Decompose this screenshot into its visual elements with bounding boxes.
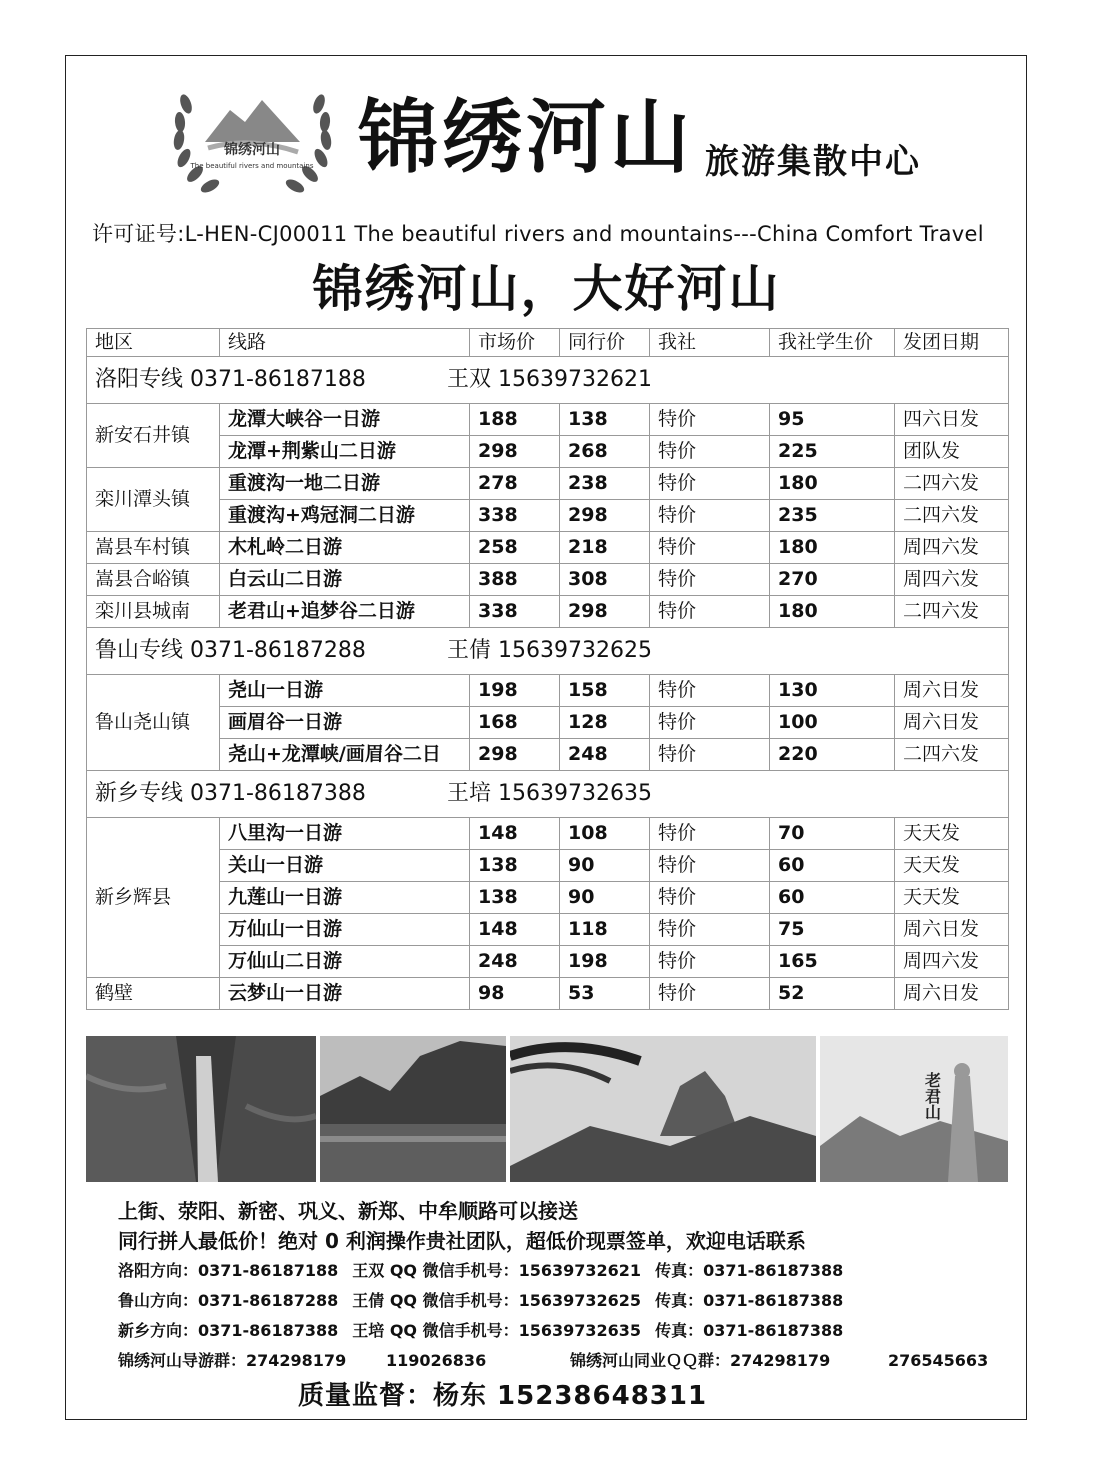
line-header — [87, 628, 1009, 675]
table-row — [87, 739, 1009, 771]
student-price-cell: 60 — [770, 882, 895, 914]
svg-text:老君山: 老君山 — [922, 1072, 942, 1120]
our-price-cell: 特价 — [650, 946, 770, 978]
line-header — [87, 357, 1009, 404]
departure-dates-cell: 周六日发 — [895, 978, 1009, 1010]
market-price-cell: 138 — [470, 850, 560, 882]
peer-group-2: 276545663 — [888, 1351, 989, 1370]
market-price-cell: 278 — [470, 468, 560, 500]
region-cell: 栾川县城南 — [87, 596, 220, 628]
route-cell: 尧山+龙潭峡/画眉谷二日 — [220, 739, 470, 771]
table-row — [87, 675, 1009, 707]
departure-dates-cell: 二四六发 — [895, 468, 1009, 500]
table-row — [87, 564, 1009, 596]
table-header — [87, 329, 1009, 357]
peer-price-cell: 298 — [560, 500, 650, 532]
direction-person: 王培 QQ 微信手机号：15639732635 — [352, 1321, 642, 1340]
table-row — [87, 596, 1009, 628]
peer-price-cell: 298 — [560, 596, 650, 628]
table-row — [87, 500, 1009, 532]
mountain-photo — [510, 1036, 816, 1182]
line-contact: 王培 15639732635 — [447, 781, 652, 806]
route-cell: 万仙山一日游 — [220, 914, 470, 946]
column-header: 线路 — [220, 329, 470, 357]
table-row — [87, 436, 1009, 468]
direction-person: 王倩 QQ 微信手机号：15639732625 — [352, 1291, 642, 1310]
market-price-cell: 248 — [470, 946, 560, 978]
river-photo — [320, 1036, 506, 1182]
direction-line — [118, 1256, 843, 1286]
our-price-cell: 特价 — [650, 404, 770, 436]
our-price-cell: 特价 — [650, 882, 770, 914]
direction-dir: 新乡方向：0371-86187388 — [118, 1321, 339, 1340]
student-price-cell: 95 — [770, 404, 895, 436]
market-price-cell: 388 — [470, 564, 560, 596]
student-price-cell: 180 — [770, 468, 895, 500]
peer-price-cell: 53 — [560, 978, 650, 1010]
pickup-note: 上街、荥阳、新密、巩义、新郑、中牟顺路可以接送 — [118, 1199, 578, 1223]
line-name: 新乡专线 0371-86187388 — [95, 781, 366, 806]
route-cell: 重渡沟+鸡冠洞二日游 — [220, 500, 470, 532]
svg-text:The beautiful rivers and mount: The beautiful rivers and mountains — [190, 162, 314, 170]
region-cell: 嵩县合峪镇 — [87, 564, 220, 596]
line-header — [87, 771, 1009, 818]
departure-dates-cell: 周四六发 — [895, 946, 1009, 978]
contact-block — [118, 1196, 843, 1346]
table-row — [87, 468, 1009, 500]
column-header: 发团日期 — [895, 329, 1009, 357]
column-header: 同行价 — [560, 329, 650, 357]
peer-price-cell: 198 — [560, 946, 650, 978]
peer-price-cell: 218 — [560, 532, 650, 564]
region-cell: 嵩县车村镇 — [87, 532, 220, 564]
table-row — [87, 818, 1009, 850]
student-price-cell: 165 — [770, 946, 895, 978]
student-price-cell: 52 — [770, 978, 895, 1010]
route-cell: 老君山+追梦谷二日游 — [220, 596, 470, 628]
guide-group-2: 119026836 — [386, 1351, 487, 1370]
peer-price-cell: 90 — [560, 882, 650, 914]
direction-line — [118, 1316, 843, 1346]
market-price-cell: 148 — [470, 914, 560, 946]
table-row — [87, 946, 1009, 978]
route-cell: 八里沟一日游 — [220, 818, 470, 850]
scenery-photos — [86, 1036, 1008, 1182]
market-price-cell: 258 — [470, 532, 560, 564]
peer-price-cell: 128 — [560, 707, 650, 739]
table-row — [87, 914, 1009, 946]
direction-dir: 洛阳方向：0371-86187188 — [118, 1261, 339, 1280]
table-row — [87, 404, 1009, 436]
peer-price-cell: 158 — [560, 675, 650, 707]
peer-price-cell: 118 — [560, 914, 650, 946]
table-row — [87, 882, 1009, 914]
market-price-cell: 298 — [470, 436, 560, 468]
market-price-cell: 148 — [470, 818, 560, 850]
student-price-cell: 180 — [770, 532, 895, 564]
our-price-cell: 特价 — [650, 532, 770, 564]
departure-dates-cell: 天天发 — [895, 882, 1009, 914]
column-header: 我社学生价 — [770, 329, 895, 357]
peer-price-cell: 268 — [560, 436, 650, 468]
market-price-cell: 298 — [470, 739, 560, 771]
direction-fax: 传真：0371-86187388 — [655, 1321, 844, 1340]
departure-dates-cell: 周六日发 — [895, 914, 1009, 946]
region-cell: 鲁山尧山镇 — [87, 675, 220, 771]
peer-group: 锦绣河山同业ＱＱ群：274298179 — [570, 1351, 831, 1370]
route-cell: 龙潭大峡谷一日游 — [220, 404, 470, 436]
route-cell: 关山一日游 — [220, 850, 470, 882]
peer-price-cell: 138 — [560, 404, 650, 436]
route-cell: 木札岭二日游 — [220, 532, 470, 564]
column-header: 地区 — [87, 329, 220, 357]
region-cell: 新安石井镇 — [87, 404, 220, 468]
license-line: 许可证号:L-HEN-CJ00011 The beautiful rivers and mountains---China Comfort Travel — [92, 222, 984, 246]
departure-dates-cell: 周六日发 — [895, 707, 1009, 739]
route-cell: 龙潭+荆紫山二日游 — [220, 436, 470, 468]
market-price-cell: 138 — [470, 882, 560, 914]
departure-dates-cell: 二四六发 — [895, 739, 1009, 771]
market-price-cell: 98 — [470, 978, 560, 1010]
peer-price-cell: 238 — [560, 468, 650, 500]
laojun-statue-photo — [820, 1036, 1008, 1182]
student-price-cell: 270 — [770, 564, 895, 596]
table-row — [87, 532, 1009, 564]
quality-supervisor: 质量监督：杨东 15238648311 — [298, 1381, 708, 1411]
our-price-cell: 特价 — [650, 500, 770, 532]
route-cell: 重渡沟一地二日游 — [220, 468, 470, 500]
laurel-logo — [170, 82, 335, 200]
line-name: 鲁山专线 0371-86187288 — [95, 638, 366, 663]
peer-price-cell: 90 — [560, 850, 650, 882]
departure-dates-cell: 团队发 — [895, 436, 1009, 468]
departure-dates-cell: 四六日发 — [895, 404, 1009, 436]
route-cell: 万仙山二日游 — [220, 946, 470, 978]
departure-dates-cell: 二四六发 — [895, 500, 1009, 532]
market-price-cell: 338 — [470, 500, 560, 532]
student-price-cell: 225 — [770, 436, 895, 468]
our-price-cell: 特价 — [650, 675, 770, 707]
line-header-row — [87, 628, 1009, 675]
our-price-cell: 特价 — [650, 850, 770, 882]
market-price-cell: 168 — [470, 707, 560, 739]
student-price-cell: 235 — [770, 500, 895, 532]
canyon-photo — [86, 1036, 316, 1182]
student-price-cell: 130 — [770, 675, 895, 707]
column-header: 市场价 — [470, 329, 560, 357]
market-price-cell: 198 — [470, 675, 560, 707]
departure-dates-cell: 天天发 — [895, 850, 1009, 882]
line-contact: 王倩 15639732625 — [447, 638, 652, 663]
our-price-cell: 特价 — [650, 914, 770, 946]
line-header-row — [87, 771, 1009, 818]
line-contact: 王双 15639732621 — [447, 367, 652, 392]
our-price-cell: 特价 — [650, 564, 770, 596]
route-cell: 尧山一日游 — [220, 675, 470, 707]
student-price-cell: 70 — [770, 818, 895, 850]
svg-text:锦绣河山: 锦绣河山 — [224, 142, 280, 158]
peer-price-cell: 108 — [560, 818, 650, 850]
our-price-cell: 特价 — [650, 818, 770, 850]
direction-person: 王双 QQ 微信手机号：15639732621 — [352, 1261, 642, 1280]
market-price-cell: 338 — [470, 596, 560, 628]
price-table — [86, 328, 1009, 1010]
our-price-cell: 特价 — [650, 436, 770, 468]
region-cell: 新乡辉县 — [87, 818, 220, 978]
our-price-cell: 特价 — [650, 596, 770, 628]
region-cell: 栾川潭头镇 — [87, 468, 220, 532]
qq-groups — [118, 1350, 988, 1372]
table-row — [87, 707, 1009, 739]
brand-subtitle: 旅游集散中心 — [705, 142, 921, 182]
direction-fax: 传真：0371-86187388 — [655, 1261, 844, 1280]
student-price-cell: 60 — [770, 850, 895, 882]
slogan: 锦绣河山，大好河山 — [312, 260, 781, 318]
peer-price-cell: 308 — [560, 564, 650, 596]
route-cell: 画眉谷一日游 — [220, 707, 470, 739]
departure-dates-cell: 天天发 — [895, 818, 1009, 850]
route-cell: 九莲山一日游 — [220, 882, 470, 914]
line-name: 洛阳专线 0371-86187188 — [95, 367, 366, 392]
line-header-row — [87, 357, 1009, 404]
departure-dates-cell: 周六日发 — [895, 675, 1009, 707]
our-price-cell: 特价 — [650, 739, 770, 771]
direction-fax: 传真：0371-86187388 — [655, 1291, 844, 1310]
column-header: 我社 — [650, 329, 770, 357]
table-row — [87, 850, 1009, 882]
departure-dates-cell: 周四六发 — [895, 532, 1009, 564]
our-price-cell: 特价 — [650, 978, 770, 1010]
departure-dates-cell: 周四六发 — [895, 564, 1009, 596]
brand-title: 锦绣河山 — [358, 91, 694, 184]
student-price-cell: 220 — [770, 739, 895, 771]
guide-group: 锦绣河山导游群：274298179 — [118, 1351, 347, 1370]
direction-dir: 鲁山方向：0371-86187288 — [118, 1291, 339, 1310]
promo-note: 同行拼人最低价！绝对 0 利润操作贵社团队，超低价现票签单，欢迎电话联系 — [118, 1229, 806, 1253]
market-price-cell: 188 — [470, 404, 560, 436]
our-price-cell: 特价 — [650, 707, 770, 739]
route-cell: 白云山二日游 — [220, 564, 470, 596]
departure-dates-cell: 二四六发 — [895, 596, 1009, 628]
region-cell: 鹤壁 — [87, 978, 220, 1010]
student-price-cell: 75 — [770, 914, 895, 946]
student-price-cell: 100 — [770, 707, 895, 739]
student-price-cell: 180 — [770, 596, 895, 628]
our-price-cell: 特价 — [650, 468, 770, 500]
direction-line — [118, 1286, 843, 1316]
peer-price-cell: 248 — [560, 739, 650, 771]
route-cell: 云梦山一日游 — [220, 978, 470, 1010]
table-row — [87, 978, 1009, 1010]
